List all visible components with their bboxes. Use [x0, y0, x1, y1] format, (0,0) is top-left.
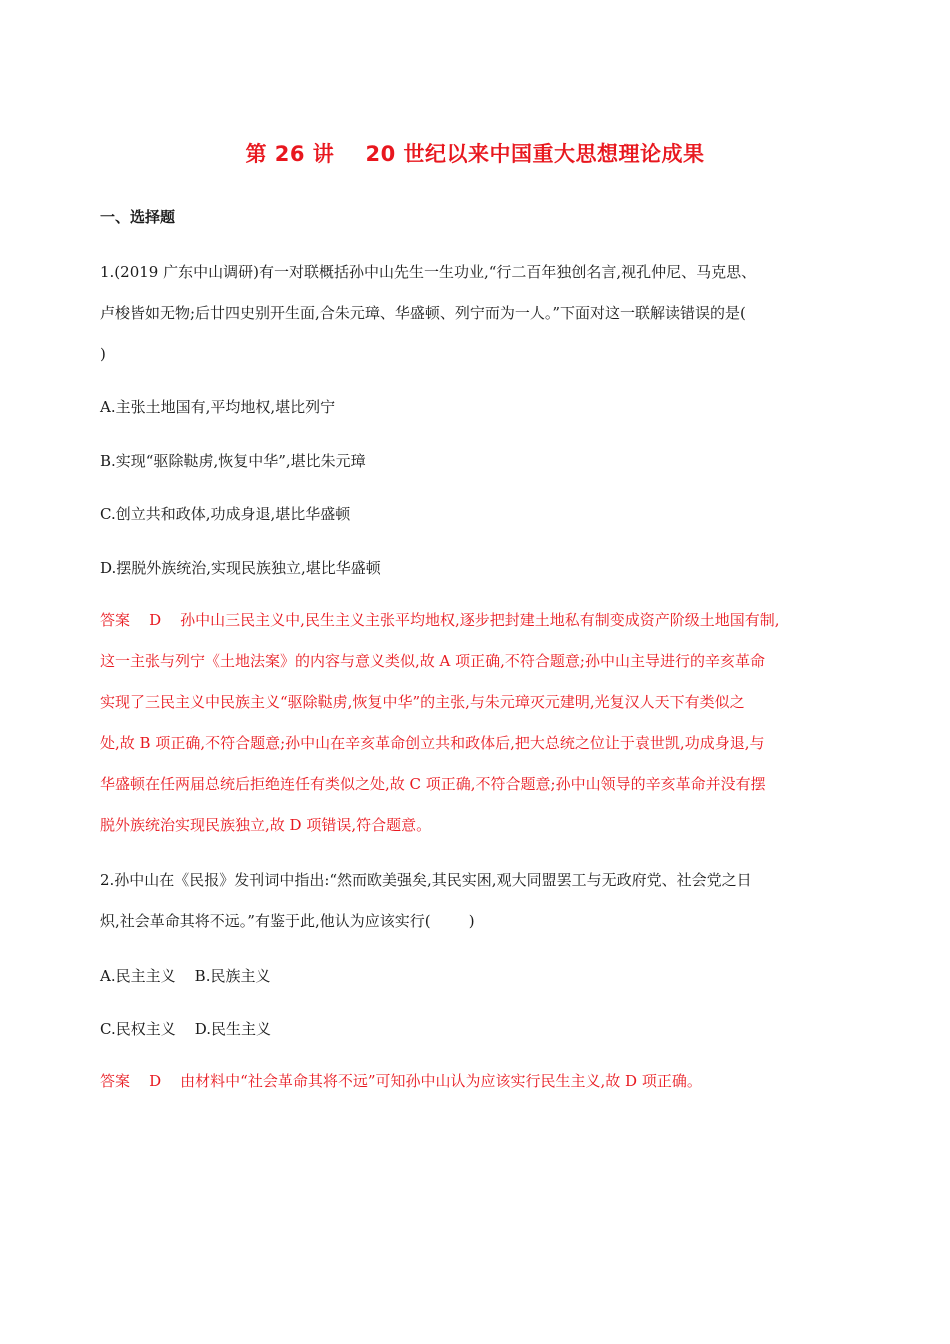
question-1-answer	[100, 600, 852, 846]
question-1-option-d: D.摆脱外族统治,实现民族独立,堪比华盛顿	[100, 559, 381, 577]
answer-line: 华盛顿在任两届总统后拒绝连任有类似之处,故 C 项正确,不符合题意;孙中山领导的辛亥革命并没有摆	[100, 775, 766, 793]
question-1-line: )	[100, 345, 106, 363]
answer-line: 答案 D 孙中山三民主义中,民生主义主张平均地权,逐步把封建土地私有制变成资产阶级土地国有制,	[100, 611, 780, 629]
answer-line: 这一主张与列宁《土地法案》的内容与意义类似,故 A 项正确,不符合题意;孙中山主导进行的辛亥革命	[100, 652, 765, 670]
answer-line: 处,故 B 项正确,不符合题意;孙中山在辛亥革命创立共和政体后,把大总统之位让于袁世凯,功成身退,与	[100, 734, 765, 752]
answer-line: 脱外族统治实现民族独立,故 D 项错误,符合题意。	[100, 816, 432, 834]
question-2-options-ab: A.民主主义 B.民族主义	[100, 967, 271, 985]
page-title: 第 26 讲 20 世纪以来中国重大思想理论成果	[245, 142, 705, 166]
section-heading: 一、选择题	[100, 208, 176, 226]
question-2-options-cd: C.民权主义 D.民生主义	[100, 1020, 272, 1038]
answer-line: 实现了三民主义中民族主义“驱除鞑虏,恢复中华”的主张,与朱元璋灭元建明,光复汉人天下有类似之	[100, 693, 745, 711]
question-1-option-a: A.主张土地国有,平均地权,堪比列宁	[100, 398, 336, 416]
question-1-line: 卢梭皆如无物;后廿四史别开生面,合朱元璋、华盛顿、列宁而为一人。”下面对这一联解读错误的是(	[100, 304, 746, 322]
question-1-option-b: B.实现“驱除鞑虏,恢复中华”,堪比朱元璋	[100, 452, 366, 470]
answer-line: 答案 D 由材料中“社会革命其将不远”可知孙中山认为应该实行民生主义,故 D 项正确。	[100, 1072, 702, 1090]
question-2-answer	[100, 1061, 852, 1102]
question-1-stem	[100, 252, 852, 375]
question-2-stem	[100, 860, 852, 942]
question-1-option-c: C.创立共和政体,功成身退,堪比华盛顿	[100, 505, 351, 523]
question-2-line: 2.孙中山在《民报》发刊词中指出:“然而欧美强矣,其民实困,观大同盟罢工与无政府党、社会党之日	[100, 871, 752, 889]
question-2-line: 炽,社会革命其将不远。”有鉴于此,他认为应该实行( )	[100, 912, 475, 930]
question-1-line: 1.(2019 广东中山调研)有一对联概括孙中山先生一生功业,“行二百年独创名言,视孔仲尼、马克思、	[100, 263, 757, 281]
